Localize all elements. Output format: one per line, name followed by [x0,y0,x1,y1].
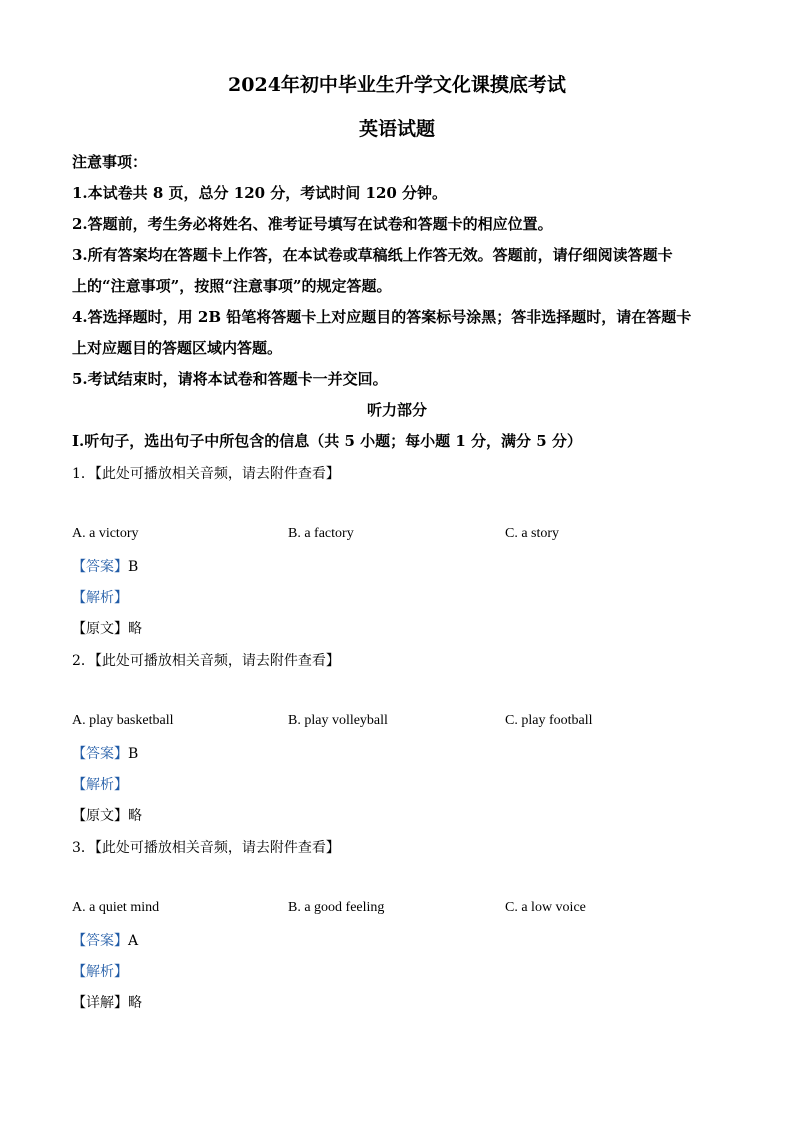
notice-line: 2.答题前，考生务必将姓名、准考证号填写在试卷和答题卡的相应位置。 [72,215,553,233]
extra-row [72,992,142,1012]
answer-value: B [128,746,139,762]
notice-heading: 注意事项： [72,153,148,171]
extra-row [72,805,142,825]
notice-line: 4.答选择题时，用 2B 铅笔将答题卡上对应题目的答案标号涂黑；答非选择题时，请在答题卡 [72,308,692,326]
analysis-tag: 【解析】 [72,590,128,606]
analysis-row [72,587,128,607]
notice-line: 1.本试卷共 8 页，总分 120 分，考试时间 120 分钟。 [72,184,448,202]
option-b: B. a factory [288,526,354,541]
analysis-row [72,774,128,794]
analysis-tag: 【解析】 [72,777,128,793]
exam-title: 2024年初中毕业生升学文化课摸底考试 [228,74,566,96]
answer-row [72,556,138,576]
extra-tag: 【原文】 [72,808,128,824]
answer-value: B [128,559,139,575]
exam-subtitle: 英语试题 [358,118,435,140]
section-title: 听力部分 [366,401,427,419]
notice-line: 上的“注意事项”，按照“注意事项”的规定答题。 [72,277,392,295]
option-b: B. play volleyball [288,713,388,728]
notice-line: 3.所有答案均在答题卡上作答，在本试卷或草稿纸上作答无效。答题前，请仔细阅读答题卡 [72,246,673,264]
extra-tag: 【详解】 [72,995,128,1011]
option-c: C. play football [505,713,593,728]
option-a: A. play basketball [72,713,174,728]
answer-tag: 【答案】 [72,933,128,949]
notice-line: 上对应题目的答题区域内答题。 [72,339,283,357]
question-prompt: 1．【此处可播放相关音频，请去附件查看】 [72,466,340,482]
answer-value: A [128,933,139,949]
extra-value: 略 [128,995,142,1011]
extra-tag: 【原文】 [72,621,128,637]
option-c: C. a story [505,526,560,541]
option-a: A. a quiet mind [72,900,160,915]
answer-tag: 【答案】 [72,746,128,762]
option-c: C. a low voice [505,900,586,915]
extra-row [72,618,142,638]
answer-row [72,743,138,763]
analysis-tag: 【解析】 [72,964,128,980]
question-prompt: 3．【此处可播放相关音频，请去附件查看】 [72,840,340,856]
part-instruction: I.听句子，选出句子中所包含的信息（共 5 小题；每小题 1 分，满分 5 分） [72,432,582,450]
extra-value: 略 [128,808,142,824]
answer-row [72,930,138,950]
extra-value: 略 [128,621,142,637]
option-a: A. a victory [72,526,139,541]
analysis-row [72,961,128,981]
notice-line: 5.考试结束时，请将本试卷和答题卡一并交回。 [72,370,388,388]
question-prompt: 2．【此处可播放相关音频，请去附件查看】 [72,653,340,669]
option-b: B. a good feeling [288,900,385,915]
answer-tag: 【答案】 [72,559,128,575]
